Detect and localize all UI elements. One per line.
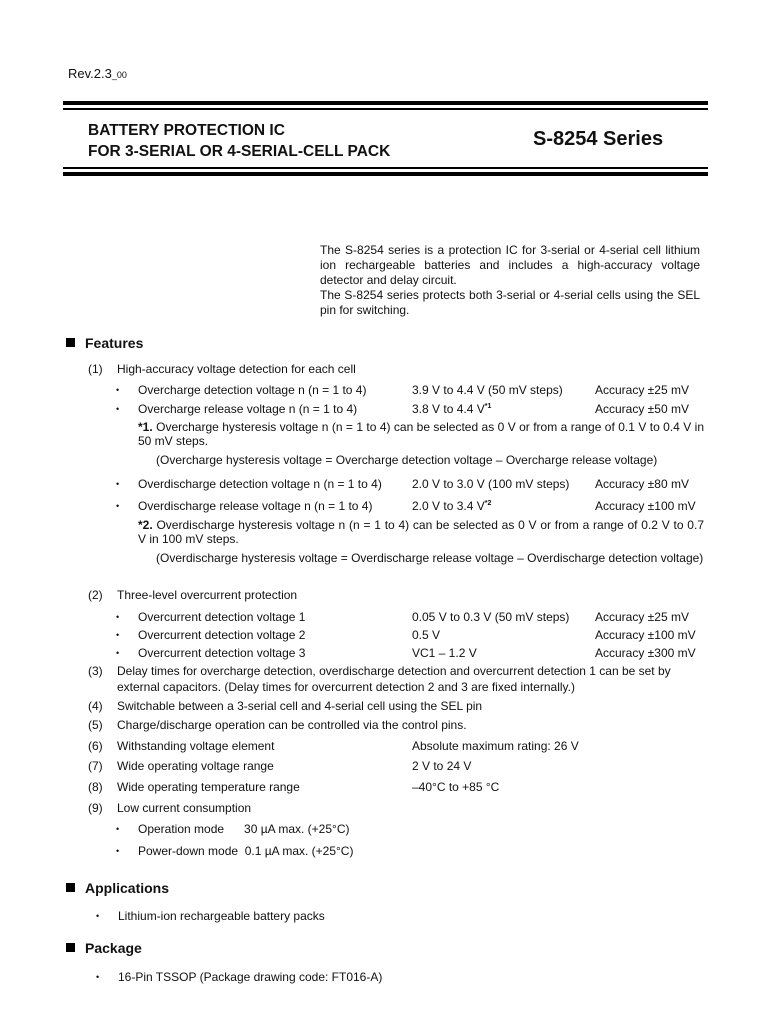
intro-text	[320, 243, 700, 318]
spec-label: Power-down mode 0.1 µA max. (+25°C)	[138, 844, 354, 858]
package-item: 16-Pin TSSOP (Package drawing code: FT016-A)	[118, 970, 383, 984]
doc-title-line1: BATTERY PROTECTION IC	[88, 122, 285, 139]
feature-text: Charge/discharge operation can be controlled via the control pins.	[117, 718, 467, 732]
spec-label: Overcharge release voltage n (n = 1 to 4)	[138, 402, 358, 416]
spec-accuracy: Accuracy ±100 mV	[595, 499, 696, 513]
feature-text: Wide operating voltage range	[117, 759, 274, 773]
feature-number: (1)	[88, 362, 103, 376]
square-bullet-icon	[66, 943, 75, 952]
spec-range: 0.5 V	[412, 628, 441, 642]
intro-paragraph-2: The S-8254 series protects both 3-serial or 4-serial cells using the SEL pin for switching.	[320, 288, 700, 317]
feature-text: Switchable between a 3-serial cell and 4-serial cell using the SEL pin	[117, 699, 483, 713]
package-heading: Package	[66, 940, 142, 956]
header-rule-top-thick	[63, 101, 708, 105]
spec-label: Overcharge detection voltage n (n = 1 to 4)	[138, 383, 367, 397]
spec-label: Overcurrent detection voltage 2	[138, 628, 306, 642]
bullet-icon: •	[116, 824, 120, 834]
series-name: S-8254 Series	[533, 128, 664, 150]
feature-number: (7)	[88, 759, 103, 773]
features-heading: Features	[66, 335, 143, 351]
spec-range: VC1 – 1.2 V	[412, 646, 477, 660]
square-bullet-icon	[66, 338, 75, 347]
spec-accuracy: Accuracy ±80 mV	[595, 477, 689, 491]
spec-accuracy: Accuracy ±25 mV	[595, 610, 689, 624]
applications-heading: Applications	[66, 880, 169, 896]
footnote-2: *2. Overdischarge hysteresis voltage n (n = 1 to 4) can be selected as 0 V or from a range of 0.2 V to 0.7 V in 100 mV steps. (Overdischarge hysteresis voltage = Overdischarge release voltage – Overdischarge detection voltage)	[138, 518, 704, 565]
header-rule-top-thin	[63, 108, 708, 110]
bullet-icon: •	[116, 404, 120, 414]
feature-number: (5)	[88, 718, 103, 732]
bullet-icon: •	[116, 385, 120, 395]
spec-label: Overcurrent detection voltage 1	[138, 610, 306, 624]
square-bullet-icon	[66, 883, 75, 892]
spec-range: 2.0 V to 3.4 $V^{*2}$	[412, 499, 492, 513]
feature-number: (3)	[88, 664, 103, 678]
bullet-icon: •	[116, 501, 120, 511]
spec-label: Overcurrent detection voltage 3	[138, 646, 306, 660]
feature-text: Delay times for overcharge detection, overdischarge detection and overcurrent detection 1 can be set by	[117, 664, 671, 678]
bullet-icon: •	[116, 479, 120, 489]
spec-range: 2.0 V to 3.0 V (100 mV steps)	[412, 477, 570, 491]
feature-number: (4)	[88, 699, 103, 713]
feature-value: –40°C to +85 °C	[412, 780, 500, 794]
feature-number: (6)	[88, 739, 103, 753]
feature-number: (8)	[88, 780, 103, 794]
doc-title-line2: FOR 3-SERIAL OR 4-SERIAL-CELL PACK	[88, 143, 391, 160]
feature-text: Three-level overcurrent protection	[117, 588, 298, 602]
spec-label: Overdischarge release voltage n (n = 1 to 4)	[138, 499, 373, 513]
feature-text: High-accuracy voltage detection for each cell	[117, 362, 356, 376]
bullet-icon: •	[116, 612, 120, 622]
spec-accuracy: Accuracy ±50 mV	[595, 402, 689, 416]
bullet-icon: •	[116, 846, 120, 856]
footnote-formula: (Overcharge hysteresis voltage = Overcharge detection voltage – Overcharge release voltage)	[156, 453, 658, 467]
bullet-icon: •	[116, 630, 120, 640]
bullet-icon: •	[96, 911, 100, 921]
feature-number: (9)	[88, 801, 103, 815]
spec-label: Overdischarge detection voltage n (n = 1 to 4)	[138, 477, 382, 491]
bullet-icon: •	[116, 648, 120, 658]
feature-text: external capacitors. (Delay times for overcurrent detection 2 and 3 are fixed internally.)	[117, 680, 575, 694]
header-rule-bottom-thin	[63, 167, 708, 169]
feature-number: (2)	[88, 588, 103, 602]
spec-range: 3.9 V to 4.4 V (50 mV steps)	[412, 383, 563, 397]
spec-range: 0.05 V to 0.3 V (50 mV steps)	[412, 610, 570, 624]
spec-label: Operation mode 30 µA max. (+25°C)	[138, 822, 350, 836]
feature-value: 2 V to 24 V	[412, 759, 472, 773]
footnote-1: *1. Overcharge hysteresis voltage n (n = 1 to 4) can be selected as 0 V or from a range of 0.1 V to 0.4 V in 50 mV steps. (Overcharge hysteresis voltage = Overcharge detection voltage – Overcharge release voltage)	[138, 420, 704, 467]
footnote-formula: (Overdischarge hysteresis voltage = Overdischarge release voltage – Overdischarge detection voltage)	[156, 551, 704, 565]
feature-text: Wide operating temperature range	[117, 780, 300, 794]
spec-accuracy: Accuracy ±25 mV	[595, 383, 689, 397]
feature-text: Low current consumption	[117, 801, 252, 815]
revision-label: Rev.2.3_00	[68, 66, 127, 81]
spec-accuracy: Accuracy ±100 mV	[595, 628, 696, 642]
feature-value: Absolute maximum rating: 26 V	[412, 739, 579, 753]
intro-paragraph-1: The S-8254 series is a protection IC for 3-serial or 4-serial cell lithium ion rechargeable batteries and includes a high-accuracy voltage detector and delay circuit.	[320, 243, 700, 287]
spec-accuracy: Accuracy ±300 mV	[595, 646, 696, 660]
application-item: Lithium-ion rechargeable battery packs	[118, 909, 325, 923]
header-rule-bottom-thick	[63, 172, 708, 176]
spec-range: 3.8 V to 4.4 $V^{*1}$	[412, 402, 492, 416]
bullet-icon: •	[96, 972, 100, 982]
feature-text: Withstanding voltage element	[117, 739, 275, 753]
